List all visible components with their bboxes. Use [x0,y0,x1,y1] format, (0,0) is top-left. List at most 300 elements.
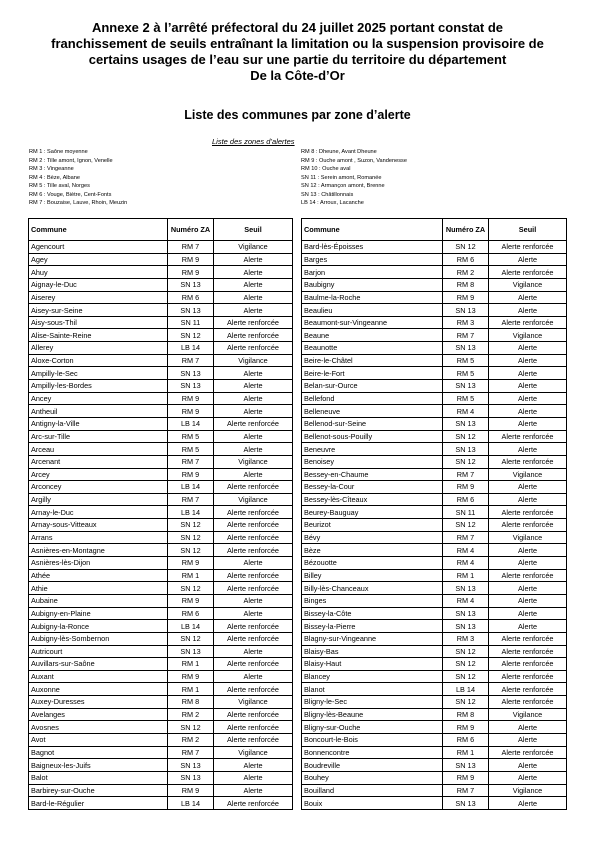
table-row [302,430,567,443]
za-cell: RM 7 [443,329,489,342]
table-row [302,771,567,784]
table-row [302,405,567,418]
seuil-cell: Alerte renforcée [214,708,293,721]
table-row [29,493,293,506]
seuil-cell: Alerte [489,759,567,772]
table-row [302,733,567,746]
seuil-cell: Alerte [214,594,293,607]
za-cell: SN 13 [443,380,489,393]
zone-entry: RM 2 : Tille amont, Ignon, Venelle [29,157,113,164]
seuil-cell: Alerte [214,645,293,658]
title-line: Annexe 2 à l’arrêté préfectoral du 24 juillet 2025 portant constat de [91,20,504,35]
title-line: certains usages de l’eau sur une partie du territoire du département [88,52,507,67]
seuil-cell: Alerte renforcée [489,455,567,468]
za-cell: RM 4 [443,544,489,557]
commune-cell: Ampilly-les-Bordes [29,380,168,393]
seuil-cell: Alerte renforcée [214,544,293,557]
table-row [29,455,293,468]
za-cell: SN 13 [168,380,214,393]
table-row [302,354,567,367]
seuil-cell: Alerte [489,443,567,456]
za-cell: LB 14 [168,342,214,355]
za-cell: RM 4 [443,405,489,418]
seuil-cell: Alerte [489,380,567,393]
seuil-cell: Vigilance [214,455,293,468]
seuil-cell: Alerte renforcée [214,721,293,734]
commune-cell: Bonnencontre [302,746,443,759]
za-cell: SN 12 [168,582,214,595]
seuil-cell: Alerte [214,771,293,784]
commune-cell: Blagny-sur-Vingeanne [302,632,443,645]
zone-entry: SN 12 : Armançon amont, Brenne [301,183,385,189]
za-cell: RM 9 [443,771,489,784]
za-cell: SN 13 [443,582,489,595]
seuil-cell: Alerte renforcée [214,569,293,582]
seuil-cell: Alerte [489,594,567,607]
table-row [302,658,567,671]
table-row [29,417,293,430]
zone-entry: RM 1 : Saône moyenne [29,149,88,155]
seuil-cell: Alerte renforcée [489,746,567,759]
seuil-cell: Vigilance [214,354,293,367]
seuil-cell: Alerte [214,557,293,570]
table-row [302,291,567,304]
column-header-za: Numéro ZA [443,219,489,241]
commune-cell: Beurizot [302,519,443,532]
table-row [29,405,293,418]
commune-cell: Billy-lès-Chanceaux [302,582,443,595]
commune-cell: Autricourt [29,645,168,658]
commune-cell: Avelanges [29,708,168,721]
commune-cell: Athée [29,569,168,582]
commune-cell: Bèze [302,544,443,557]
za-cell: LB 14 [168,417,214,430]
seuil-cell: Alerte [489,544,567,557]
table-header-row [302,219,567,241]
table-row [302,392,567,405]
zone-entry: LB 14 : Arroux, Lacanche [301,200,364,206]
table-row [29,594,293,607]
commune-cell: Aisy-sous-Thil [29,316,168,329]
table-row [302,443,567,456]
commune-cell: Aloxe-Corton [29,354,168,367]
seuil-cell: Alerte [214,367,293,380]
za-cell: RM 7 [443,468,489,481]
table-row [29,468,293,481]
seuil-cell: Alerte renforcée [214,506,293,519]
za-cell: LB 14 [168,506,214,519]
table-row [302,670,567,683]
zone-entry: SN 11 : Serein amont, Romanée [301,174,382,181]
commune-cell: Avosnes [29,721,168,734]
table-row [29,582,293,595]
seuil-cell: Vigilance [489,708,567,721]
seuil-cell: Alerte [489,582,567,595]
seuil-cell: Alerte renforcée [489,645,567,658]
commune-cell: Alise-Sainte-Reine [29,329,168,342]
commune-cell: Aubigny-lès-Sombernon [29,632,168,645]
table-row [29,557,293,570]
seuil-cell: Alerte [214,607,293,620]
table-row [29,519,293,532]
za-cell: RM 8 [443,278,489,291]
za-cell: RM 5 [443,354,489,367]
za-cell: RM 6 [443,253,489,266]
za-cell: SN 13 [443,304,489,317]
seuil-cell: Alerte [489,304,567,317]
commune-cell: Balot [29,771,168,784]
zones-list-right [301,148,407,208]
commune-cell: Arrans [29,531,168,544]
seuil-cell: Alerte renforcée [214,582,293,595]
commune-cell: Asnières-lès-Dijon [29,557,168,570]
seuil-cell: Vigilance [489,329,567,342]
seuil-cell: Alerte [214,291,293,304]
za-cell: SN 13 [168,278,214,291]
table-row [302,253,567,266]
commune-cell: Bellenod-sur-Seine [302,417,443,430]
table-row [29,354,293,367]
commune-cell: Auxant [29,670,168,683]
za-cell: LB 14 [443,683,489,696]
za-cell: RM 5 [443,367,489,380]
table-row [29,658,293,671]
za-cell: SN 13 [443,759,489,772]
seuil-cell: Alerte renforcée [489,506,567,519]
zone-entry: RM 7 : Bouzaise, Lauve, Rhoin, Meuzin [29,200,128,206]
table-row [302,455,567,468]
table-row [302,367,567,380]
table-row [29,746,293,759]
table-row [29,569,293,582]
seuil-cell: Alerte renforcée [489,632,567,645]
table-row [29,632,293,645]
table-row [302,569,567,582]
table-row [29,696,293,709]
table-row [29,620,293,633]
za-cell: SN 12 [443,696,489,709]
za-cell: RM 7 [168,241,214,254]
commune-cell: Blancey [302,670,443,683]
table-row [29,392,293,405]
za-cell: SN 13 [443,342,489,355]
seuil-cell: Alerte renforcée [489,241,567,254]
zone-entry: RM 6 : Vouge, Biètre, Cent-Fonts [29,191,112,198]
commune-cell: Barges [302,253,443,266]
commune-cell: Agey [29,253,168,266]
za-cell: RM 4 [443,557,489,570]
seuil-cell: Alerte renforcée [214,316,293,329]
table-row [29,241,293,254]
table-row [29,670,293,683]
seuil-cell: Alerte [489,253,567,266]
title-line: franchissement de seuils entraînant la limitation ou la suspension provisoire de [51,36,544,51]
seuil-cell: Alerte renforcée [214,733,293,746]
zone-entry: RM 5 : Tille aval, Norges [29,183,90,189]
table-row [29,266,293,279]
commune-cell: Barbirey-sur-Ouche [29,784,168,797]
za-cell: RM 9 [443,721,489,734]
commune-cell: Binges [302,594,443,607]
commune-cell: Blanot [302,683,443,696]
commune-cell: Bard-le-Régulier [29,797,168,810]
table-row [29,721,293,734]
table-row [302,241,567,254]
table-row [302,519,567,532]
seuil-cell: Vigilance [214,746,293,759]
column-header-seuil: Seuil [214,219,293,241]
za-cell: RM 6 [443,733,489,746]
commune-cell: Auxonne [29,683,168,696]
table-row [29,759,293,772]
seuil-cell: Vigilance [489,278,567,291]
table-row [29,607,293,620]
section-heading: Liste des communes par zone d’alerte [184,108,411,122]
commune-cell: Bagnot [29,746,168,759]
table-row [29,291,293,304]
za-cell: SN 12 [443,658,489,671]
za-cell: SN 13 [168,304,214,317]
seuil-cell: Alerte renforcée [214,683,293,696]
table-row [302,493,567,506]
table-row [29,329,293,342]
za-cell: SN 13 [443,443,489,456]
seuil-cell: Alerte renforcée [214,797,293,810]
table-row [29,316,293,329]
za-cell: RM 9 [168,405,214,418]
commune-cell: Agencourt [29,241,168,254]
commune-cell: Ahuy [29,266,168,279]
table-row [302,544,567,557]
commune-cell: Avot [29,733,168,746]
za-cell: LB 14 [168,481,214,494]
commune-cell: Aisey-sur-Seine [29,304,168,317]
commune-cell: Bouix [302,797,443,810]
table-row [302,506,567,519]
commune-cell: Bellefond [302,392,443,405]
commune-cell: Asnières-en-Montagne [29,544,168,557]
za-cell: RM 9 [443,291,489,304]
seuil-cell: Alerte renforcée [214,417,293,430]
commune-cell: Barjon [302,266,443,279]
seuil-cell: Alerte [489,721,567,734]
seuil-cell: Alerte [489,797,567,810]
commune-cell: Ampilly-le-Sec [29,367,168,380]
seuil-cell: Vigilance [489,531,567,544]
column-header-za: Numéro ZA [168,219,214,241]
table-row [29,645,293,658]
commune-cell: Blaisy-Bas [302,645,443,658]
commune-cell: Argilly [29,493,168,506]
table-row [302,708,567,721]
seuil-cell: Alerte [489,342,567,355]
za-cell: RM 8 [443,708,489,721]
seuil-cell: Alerte renforcée [489,670,567,683]
za-cell: RM 1 [443,569,489,582]
za-cell: SN 13 [168,645,214,658]
seuil-cell: Alerte [214,304,293,317]
za-cell: RM 9 [168,468,214,481]
commune-cell: Bessey-la-Cour [302,481,443,494]
table-row [302,582,567,595]
table-row [302,632,567,645]
commune-cell: Baigneux-les-Juifs [29,759,168,772]
zone-entry: SN 13 : Châtillonnais [301,191,354,198]
za-cell: RM 3 [443,316,489,329]
column-header-commune: Commune [302,219,443,241]
za-cell: RM 3 [443,632,489,645]
table-row [302,278,567,291]
table-row [302,721,567,734]
za-cell: RM 8 [168,696,214,709]
table-row [29,771,293,784]
za-cell: RM 7 [168,354,214,367]
seuil-cell: Alerte [489,620,567,633]
table-row [302,746,567,759]
za-cell: SN 12 [443,455,489,468]
za-cell: RM 9 [168,594,214,607]
za-cell: RM 2 [168,733,214,746]
seuil-cell: Alerte renforcée [214,658,293,671]
commune-cell: Bard-lès-Époisses [302,241,443,254]
table-row [302,557,567,570]
commune-cell: Boudreville [302,759,443,772]
commune-cell: Beire-le-Châtel [302,354,443,367]
commune-cell: Arceau [29,443,168,456]
seuil-cell: Alerte renforcée [489,430,567,443]
commune-cell: Bligny-sur-Ouche [302,721,443,734]
commune-cell: Bissey-la-Pierre [302,620,443,633]
za-cell: SN 13 [443,607,489,620]
za-cell: SN 13 [443,417,489,430]
seuil-cell: Alerte [214,278,293,291]
commune-cell: Baulme-la-Roche [302,291,443,304]
za-cell: RM 7 [168,493,214,506]
seuil-cell: Alerte [214,430,293,443]
table-row [302,645,567,658]
seuil-cell: Alerte renforcée [489,683,567,696]
seuil-cell: Alerte [214,266,293,279]
table-row [302,342,567,355]
za-cell: SN 12 [443,645,489,658]
za-cell: RM 9 [168,253,214,266]
za-cell: RM 7 [443,784,489,797]
commune-cell: Bouhey [302,771,443,784]
table-header-row [29,219,293,241]
commune-cell: Beurey-Bauguay [302,506,443,519]
commune-cell: Billey [302,569,443,582]
commune-cell: Antheuil [29,405,168,418]
seuil-cell: Alerte renforcée [214,519,293,532]
za-cell: RM 7 [168,455,214,468]
za-cell: RM 9 [168,266,214,279]
za-cell: RM 6 [168,291,214,304]
seuil-cell: Alerte [489,417,567,430]
seuil-cell: Alerte [214,759,293,772]
commune-cell: Beaunotte [302,342,443,355]
table-row [29,683,293,696]
seuil-cell: Alerte [214,784,293,797]
column-header-commune: Commune [29,219,168,241]
communes-table-left [28,218,293,810]
za-cell: SN 12 [168,632,214,645]
commune-cell: Ancey [29,392,168,405]
commune-cell: Boncourt-le-Bois [302,733,443,746]
commune-cell: Bouilland [302,784,443,797]
za-cell: RM 5 [443,392,489,405]
commune-cell: Arcenant [29,455,168,468]
seuil-cell: Alerte renforcée [489,266,567,279]
za-cell: RM 9 [168,670,214,683]
zone-entry: RM 9 : Ouche amont , Suzon, Vandenesse [301,157,407,164]
za-cell: RM 7 [168,746,214,759]
commune-cell: Aubigny-en-Plaine [29,607,168,620]
commune-cell: Bligny-lès-Beaune [302,708,443,721]
commune-cell: Beaumont-sur-Vingeanne [302,316,443,329]
seuil-cell: Alerte [214,405,293,418]
seuil-cell: Alerte [489,481,567,494]
za-cell: LB 14 [168,620,214,633]
table-row [302,531,567,544]
table-row [302,620,567,633]
zone-entry: RM 3 : Vingeanne [29,166,74,172]
commune-cell: Aubigny-la-Ronce [29,620,168,633]
za-cell: RM 4 [443,594,489,607]
za-cell: RM 9 [168,392,214,405]
table-row [29,380,293,393]
commune-cell: Auxey-Duresses [29,696,168,709]
commune-cell: Bessey-lès-Cîteaux [302,493,443,506]
seuil-cell: Alerte [489,354,567,367]
za-cell: RM 1 [168,569,214,582]
za-cell: RM 6 [168,607,214,620]
commune-cell: Auvillars-sur-Saône [29,658,168,671]
za-cell: SN 13 [168,367,214,380]
za-cell: RM 6 [443,493,489,506]
table-row [302,784,567,797]
seuil-cell: Alerte [214,392,293,405]
za-cell: RM 2 [443,266,489,279]
table-row [302,759,567,772]
za-cell: SN 11 [168,316,214,329]
seuil-cell: Alerte [489,367,567,380]
za-cell: SN 12 [168,519,214,532]
table-row [29,367,293,380]
table-row [29,304,293,317]
commune-cell: Arconcey [29,481,168,494]
commune-cell: Beire-le-Fort [302,367,443,380]
communes-table-right [301,218,567,810]
table-row [302,594,567,607]
table-row [302,696,567,709]
za-cell: SN 12 [443,519,489,532]
table-row [302,683,567,696]
seuil-cell: Vigilance [489,468,567,481]
zone-entry: RM 4 : Bèze, Albane [29,174,80,181]
commune-cell: Belleneuve [302,405,443,418]
title-line: De la Côte-d’Or [250,68,345,83]
za-cell: SN 13 [168,759,214,772]
za-cell: SN 12 [168,721,214,734]
commune-cell: Bligny-le-Sec [302,696,443,709]
seuil-cell: Alerte renforcée [489,519,567,532]
seuil-cell: Vigilance [214,696,293,709]
za-cell: SN 12 [168,544,214,557]
seuil-cell: Alerte [214,443,293,456]
zones-heading: Liste des zones d’alertes [212,137,295,146]
seuil-cell: Alerte renforcée [214,342,293,355]
seuil-cell: Alerte renforcée [489,316,567,329]
